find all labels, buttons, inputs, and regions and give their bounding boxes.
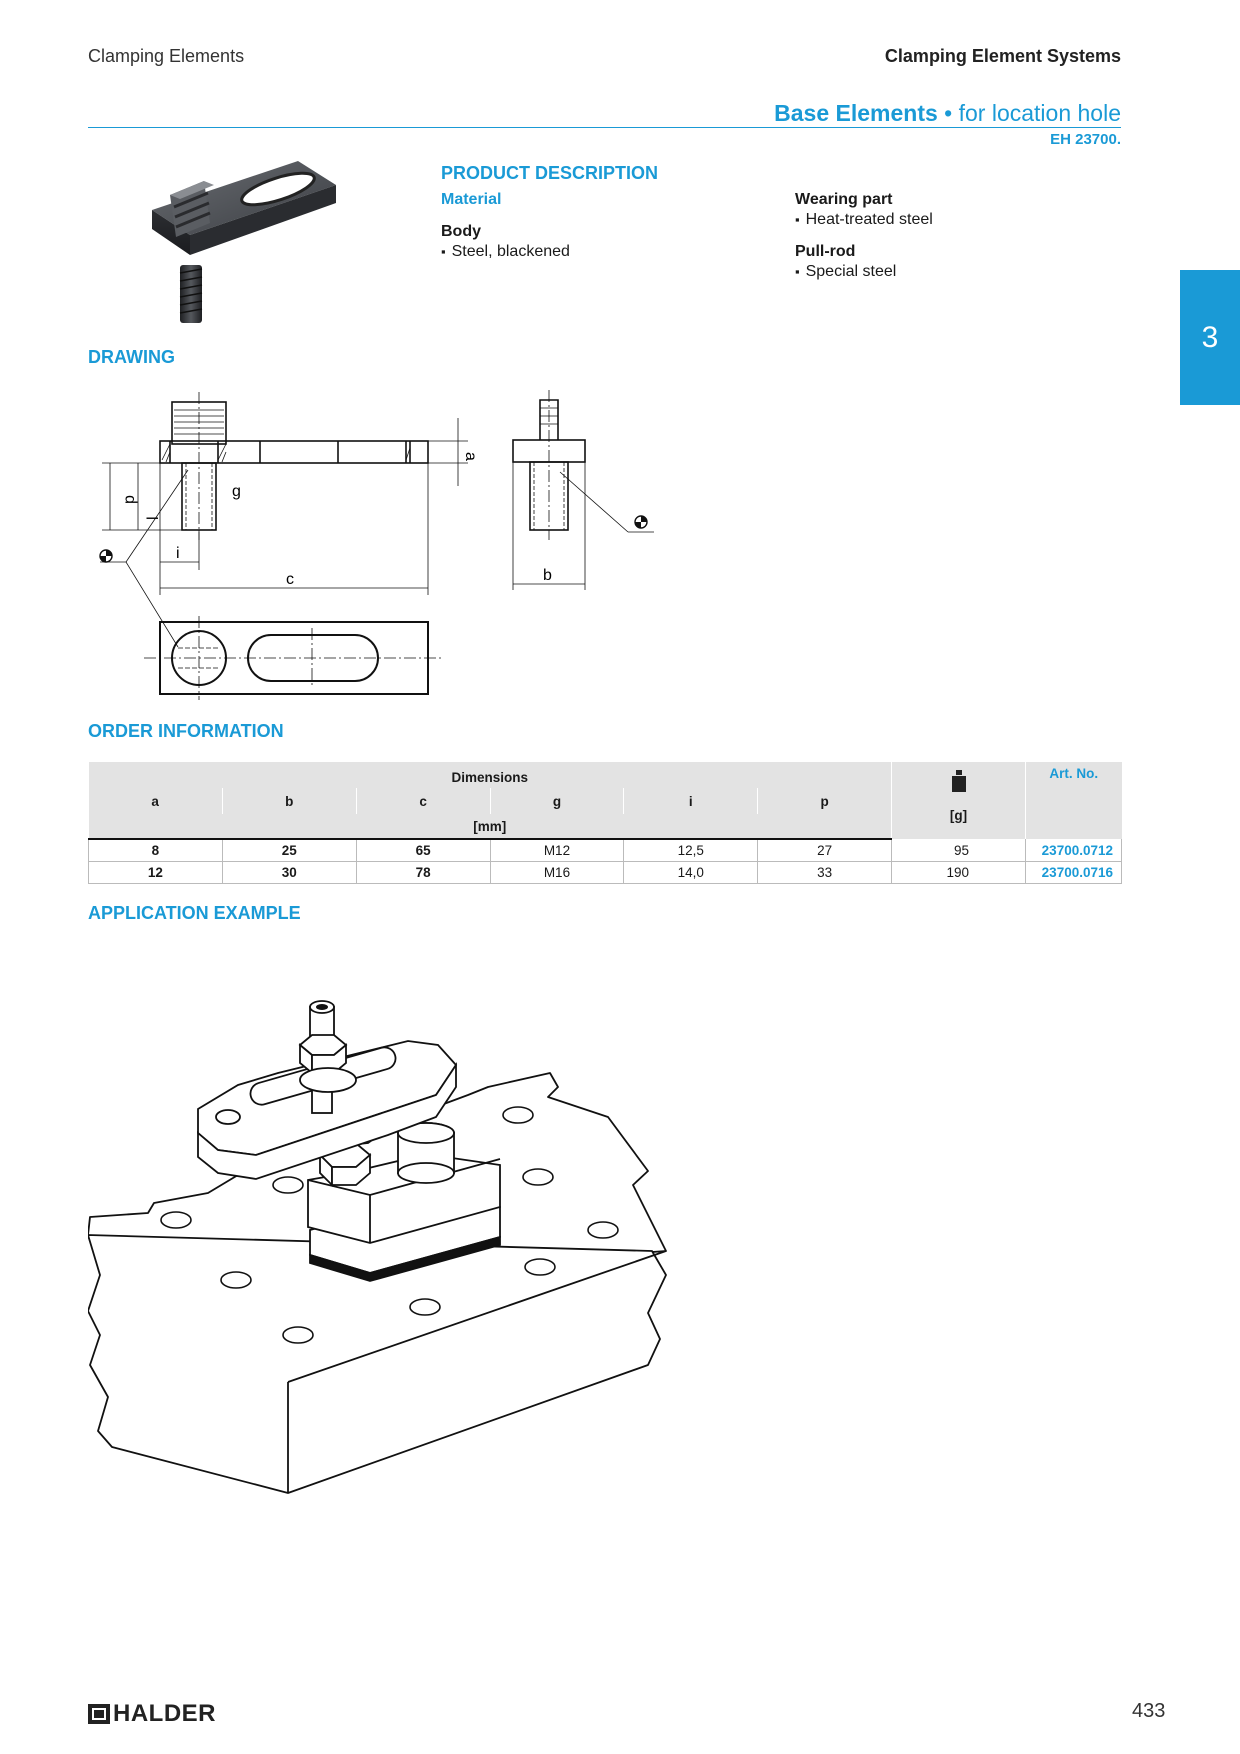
title-rest: • for location hole: [944, 100, 1121, 126]
body-label: Body: [441, 223, 481, 240]
cell-c: 65: [356, 839, 490, 862]
body-material: ▪ Steel, blackened: [441, 243, 570, 261]
cell-i: 12,5: [624, 839, 758, 862]
mm-unit: [mm]: [89, 814, 892, 839]
order-table: [88, 762, 1122, 884]
product-code: EH 23700.: [1050, 131, 1121, 148]
cell-a: 8: [89, 839, 223, 862]
cell-p: 27: [758, 839, 892, 862]
cell-g: M16: [490, 862, 624, 884]
table-row: [89, 862, 1122, 884]
col-i-header: i: [624, 788, 758, 814]
application-example-illustration: [88, 945, 748, 1505]
product-description-heading: PRODUCT DESCRIPTION: [441, 163, 659, 183]
pull-rod-label: Pull-rod: [795, 243, 856, 260]
svg-text:p: p: [121, 495, 138, 504]
cell-g: M12: [490, 839, 624, 862]
wearing-part-label: Wearing part: [795, 191, 893, 208]
cell-weight: 190: [892, 862, 1026, 884]
cell-i: 14,0: [624, 862, 758, 884]
svg-text:l: l: [145, 516, 162, 520]
page-title: [774, 100, 1121, 127]
material-heading: Material: [441, 191, 502, 208]
weight-unit: [g]: [949, 808, 968, 823]
col-a-header: a: [89, 788, 223, 814]
cell-p: 33: [758, 862, 892, 884]
title-bold: Base Elements: [774, 100, 938, 126]
col-c-header: c: [356, 788, 490, 814]
header-section: Clamping Element Systems: [884, 46, 1121, 66]
wearing-part-material: ▪ Heat-treated steel: [795, 211, 933, 229]
table-row: [89, 839, 1122, 862]
svg-text:g: g: [232, 483, 241, 500]
chapter-tab[interactable]: 3: [1180, 270, 1240, 405]
cell-art-no[interactable]: 23700.0712: [1025, 839, 1121, 862]
page-number: 433: [1132, 1700, 1166, 1722]
cell-b: 30: [222, 862, 356, 884]
sphere-symbol-icon: [100, 550, 112, 562]
header-category: Clamping Elements: [88, 46, 245, 66]
svg-text:b: b: [543, 567, 552, 584]
col-g-header: g: [490, 788, 624, 814]
cell-art-no[interactable]: 23700.0716: [1025, 862, 1121, 884]
dimensions-header: Dimensions: [89, 762, 892, 788]
cell-a: 12: [89, 862, 223, 884]
weight-header: [892, 762, 1026, 839]
order-information-heading: ORDER INFORMATION: [88, 721, 284, 741]
title-divider: [88, 127, 1121, 128]
cell-b: 25: [222, 839, 356, 862]
drawing-heading: DRAWING: [88, 347, 175, 367]
col-p-header: p: [758, 788, 892, 814]
svg-text:c: c: [286, 571, 294, 588]
pull-rod-material: ▪ Special steel: [795, 263, 896, 281]
art-no-header: Art. No.: [1025, 762, 1121, 839]
technical-drawing: [88, 390, 688, 710]
halder-logo-icon: [88, 1704, 110, 1724]
svg-text:i: i: [176, 545, 180, 562]
cell-weight: 95: [892, 839, 1026, 862]
svg-text:a: a: [462, 452, 479, 461]
product-photo: [148, 155, 358, 330]
col-b-header: b: [222, 788, 356, 814]
weight-icon: [952, 770, 966, 792]
sphere-symbol-icon: [635, 516, 647, 528]
halder-logo: [88, 1700, 216, 1728]
application-example-heading: APPLICATION EXAMPLE: [88, 903, 301, 923]
cell-c: 78: [356, 862, 490, 884]
halder-brand-name: HALDER: [113, 1700, 216, 1727]
